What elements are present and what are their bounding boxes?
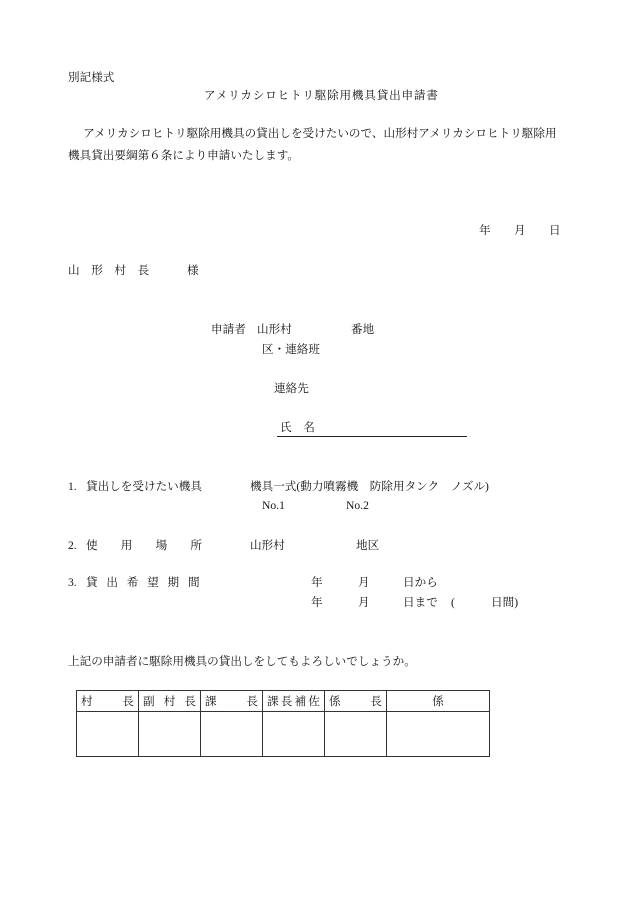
period-days-open-paren: (	[451, 596, 455, 609]
period-start-day-label: 日から	[403, 576, 438, 589]
confirmation-text: 上記の申請者に駆除用機具の貸出しをしてもよろしいでしょうか。	[68, 655, 416, 668]
item-1-sub-no1: No.1	[262, 499, 285, 512]
approval-header-mayor: 村 長	[77, 691, 139, 712]
period-end-day-label: 日まで	[403, 596, 438, 609]
period-end-month-label: 月	[358, 596, 370, 609]
approval-seal-cell	[77, 712, 139, 757]
approval-seal-cell	[325, 712, 387, 757]
approval-header-assistant-chief: 課長補佐	[263, 691, 325, 712]
item-2-number: 2.	[68, 539, 77, 552]
applicant-contact-label: 連絡先	[274, 382, 309, 395]
approval-seal-row	[77, 712, 490, 757]
document-title: アメリカシロヒトリ駆除用機具貸出申請書	[204, 89, 439, 102]
item-2-label: 使 用 場 所	[86, 539, 202, 552]
approval-header-row	[77, 691, 490, 712]
item-2-district-label: 地区	[356, 539, 380, 552]
form-label: 別記様式	[68, 71, 115, 84]
item-3-number: 3.	[68, 576, 77, 589]
period-start-month-label: 月	[358, 576, 370, 589]
approval-table	[76, 690, 490, 757]
date-year-label: 年	[479, 224, 491, 237]
approval-header-staff: 係	[387, 691, 490, 712]
addressee-honorific: 様	[187, 264, 199, 277]
request-text-line-2: 機具貸出要綱第６条により申請いたします。	[68, 149, 299, 162]
request-text-line-1: アメリカシロヒトリ駆除用機具の貸出しを受けたいので、山形村アメリカシロヒトリ駆除用	[83, 127, 557, 140]
applicant-name-line	[277, 436, 467, 437]
approval-seal-cell	[387, 712, 490, 757]
applicant-district-label: 区・連絡班	[262, 343, 320, 356]
applicant-name-label: 氏 名	[280, 421, 315, 434]
period-end-year-label: 年	[311, 596, 323, 609]
applicant-label: 申請者	[211, 323, 246, 336]
date-day-label: 日	[549, 224, 561, 237]
item-1-number: 1.	[68, 480, 77, 493]
approval-header-section-chief: 課 長	[201, 691, 263, 712]
item-1-label: 貸出しを受けたい機具	[86, 480, 202, 493]
item-1-sub-no2: No.2	[346, 499, 369, 512]
item-1-value: 機具一式(動力噴霧機 防除用タンク ノズル)	[250, 480, 489, 493]
period-days-label: 日間)	[491, 596, 519, 609]
item-2-village: 山形村	[250, 539, 285, 552]
approval-seal-cell	[201, 712, 263, 757]
approval-seal-cell	[263, 712, 325, 757]
approval-header-deputy-mayor: 副 村 長	[139, 691, 201, 712]
item-3-label: 貸 出 希 望 期 間	[86, 576, 199, 589]
addressee-name: 山 形 村 長	[68, 264, 150, 277]
applicant-village: 山形村	[257, 323, 292, 336]
approval-seal-cell	[139, 712, 201, 757]
date-month-label: 月	[514, 224, 526, 237]
approval-header-unit-chief: 係 長	[325, 691, 387, 712]
period-start-year-label: 年	[311, 576, 323, 589]
applicant-lot-label: 番地	[351, 323, 375, 336]
